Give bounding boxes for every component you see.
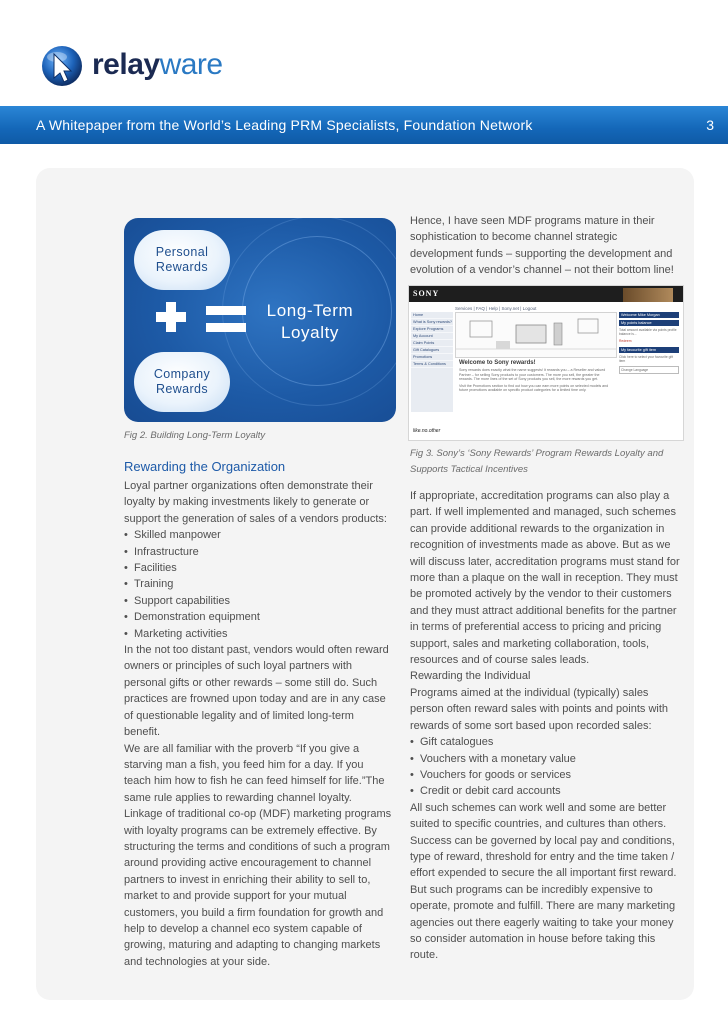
long-term-loyalty-line1: Long-Term [266,301,354,320]
right-paragraph-3: All such schemes can work well and some are better suited to specific countries, and cultures than others. Success can be governed by local pay and conditions, type of reward, threshold for entry and the time taken / effort expended to secure the all important first reward. But such programs can be incredibly expensive to operate, promote and fulfill. There are many marketing agencies out there eagerly waiting to take your money so consider automation in house before taking this route. [410,801,677,962]
screenshot-account-panel [619,312,679,377]
logo-word-ware: ware [159,48,223,81]
sony-rewards-screenshot [408,285,684,441]
screenshot-points-bar: My points balance [619,320,679,326]
screenshot-side-item: Terms & Conditions [411,361,453,368]
screenshot-gift-text: Click here to select your favourite gift item [619,354,674,363]
screenshot-illustration [455,312,617,358]
screenshot-gift-bar: My favourite gift item [619,347,679,353]
figure-2-caption: Fig 2. Building Long-Term Loyalty [124,430,266,441]
screenshot-redeem-link: Redeem [619,339,632,344]
screenshot-side-item: Home [411,312,453,319]
screenshot-side-item: My Account [411,333,453,340]
company-rewards-line1: Company [153,367,211,381]
logo-word-relay: relay [92,48,160,81]
screenshot-welcome-bar: Welcome Mike Morgan [619,312,679,318]
screenshot-side-item: Gift Catalogues [411,347,453,354]
long-term-loyalty-line2: Loyalty [280,323,340,342]
screenshot-side-item: Explore Programs [411,326,453,333]
list-item: • Demonstration equipment [124,609,392,625]
right-paragraph-1: If appropriate, accreditation programs can also play a part. If well implemented and managed, such schemes can provide additional rewards to the organization in recognition of investments made as above. But as we will discuss later, accreditation programs must stand for more than a plaque on the wall in reception. They must be promoted actively by the vendor to their customers and they must attract additional benefits for the partner in terms of preferential access to pricing and pricing support, sales and marketing collaboration, tools, resources and of course sales leads. [410,490,680,667]
figure-long-term-loyalty [124,218,396,422]
screenshot-welcome-heading: Welcome to Sony rewards! [459,360,536,366]
screenshot-body [459,368,611,393]
company-rewards-line2: Rewards [155,382,209,396]
header-banner [0,106,728,144]
screenshot-language-select: Change Language [619,366,679,374]
left-column [124,458,392,970]
screenshot-brand: SONY [413,289,440,298]
list-item: • Vouchers for goods or services [410,767,682,783]
screenshot-side-item: What is Sony rewards? [413,320,453,324]
list-item: • Support capabilities [124,593,392,609]
list-item: • Skilled manpower [124,527,392,543]
section-heading-organization: Rewarding the Organization [124,459,286,474]
logo-wordmark [92,48,223,82]
screenshot-banner-image [623,288,673,302]
globe-icon [40,44,86,90]
list-item: • Training [124,576,392,592]
list-item: • Gift catalogues [410,734,682,750]
screenshot-sidebar [411,312,453,412]
screenshot-points-text: Total amount available via points profile balance is... [619,328,677,337]
screenshot-footer-tagline: like.no.other [413,428,441,434]
reward-type-list [410,734,682,800]
left-intro-paragraph: Loyal partner organizations often demonstrate their loyalty by making investments likely to generate or support the generation of sales of a vendors products: [124,480,387,525]
left-paragraph-2: We are all familiar with the proverb “If you give a starving man a fish, you feed him for a day. If you teach him how to fish he can feed himself for life.”The same rule applies to rewarding channel loyalty. Linkage of traditional co-op (MDF) marketing programs with loyalty programs can be extremely effective. By structuring the terms and conditions of such a program around providing active encouragement to channel partners to invest in enriching their ability to sell to, market to and provide support for your mutual customers, you build a firm foundation for growth and help to develop a channel eco system capable of growing, maturing and adapting to changing markets and technologies at your side. [124,742,392,968]
screenshot-nav: Services | FAQ | Help | Sony.net | Logout [455,306,537,311]
living-room-illustration [456,313,616,357]
equals-icon [206,306,246,332]
list-item: • Facilities [124,560,392,576]
list-item: • Marketing activities [124,626,392,642]
right-column [410,488,682,964]
company-rewards-bubble [134,352,230,412]
screenshot-header-bar [409,286,683,302]
long-term-loyalty-label [254,300,366,344]
right-intro [410,213,682,279]
left-paragraph-1: In the not too distant past, vendors would often reward owners or principles of such loyal partners with personal gifts or other rewards – some still do. Such practices are frowned upon today and are in any case of questionable legality and of limited long-term benefit. [124,644,389,739]
investment-list [124,527,392,642]
plus-icon [156,302,186,332]
header-title: A Whitepaper from the World’s Leading PRM Specialists, Foundation Network [36,117,533,133]
personal-rewards-bubble [134,230,230,290]
screenshot-body-para1: Sony rewards does exactly what the name suggests! It rewards you – a Reseller and valued Partner – for selling Sony products to your customers. The more you sell, the greater the rewards. The more lines of the set of Sony products you sell, the more rewards you get. [459,368,606,382]
right-intro-paragraph: Hence, I have seen MDF programs mature in their sophistication to become channel strategic development funds – supporting the development and evolution of a vendor’s channel – not their bottom line! [410,215,674,277]
right-subheading: Rewarding the Individual [410,670,531,683]
list-item: • Credit or debit card accounts [410,783,682,799]
screenshot-side-item: Promotions [411,354,453,361]
right-paragraph-2: Programs aimed at the individual (typically) sales person often reward sales with points and points with rewards of some sort based upon recorded sales: [410,686,669,732]
figure-3-caption: Fig 3. Sony’s ‘Sony Rewards’ Program Rewards Loyalty and Supports Tactical Incentives [410,448,664,475]
list-item: • Infrastructure [124,544,392,560]
screenshot-side-item: Claim Points [411,340,453,347]
page-number: 3 [706,117,714,133]
personal-rewards-line1: Personal [155,245,209,259]
personal-rewards-line2: Rewards [155,260,209,274]
screenshot-body-para2: Visit the Promotions section to find out how you can earn more points on selected models and future promotions available on specific product categories for a limited time only. [459,383,609,393]
list-item: • Vouchers with a monetary value [410,751,682,767]
